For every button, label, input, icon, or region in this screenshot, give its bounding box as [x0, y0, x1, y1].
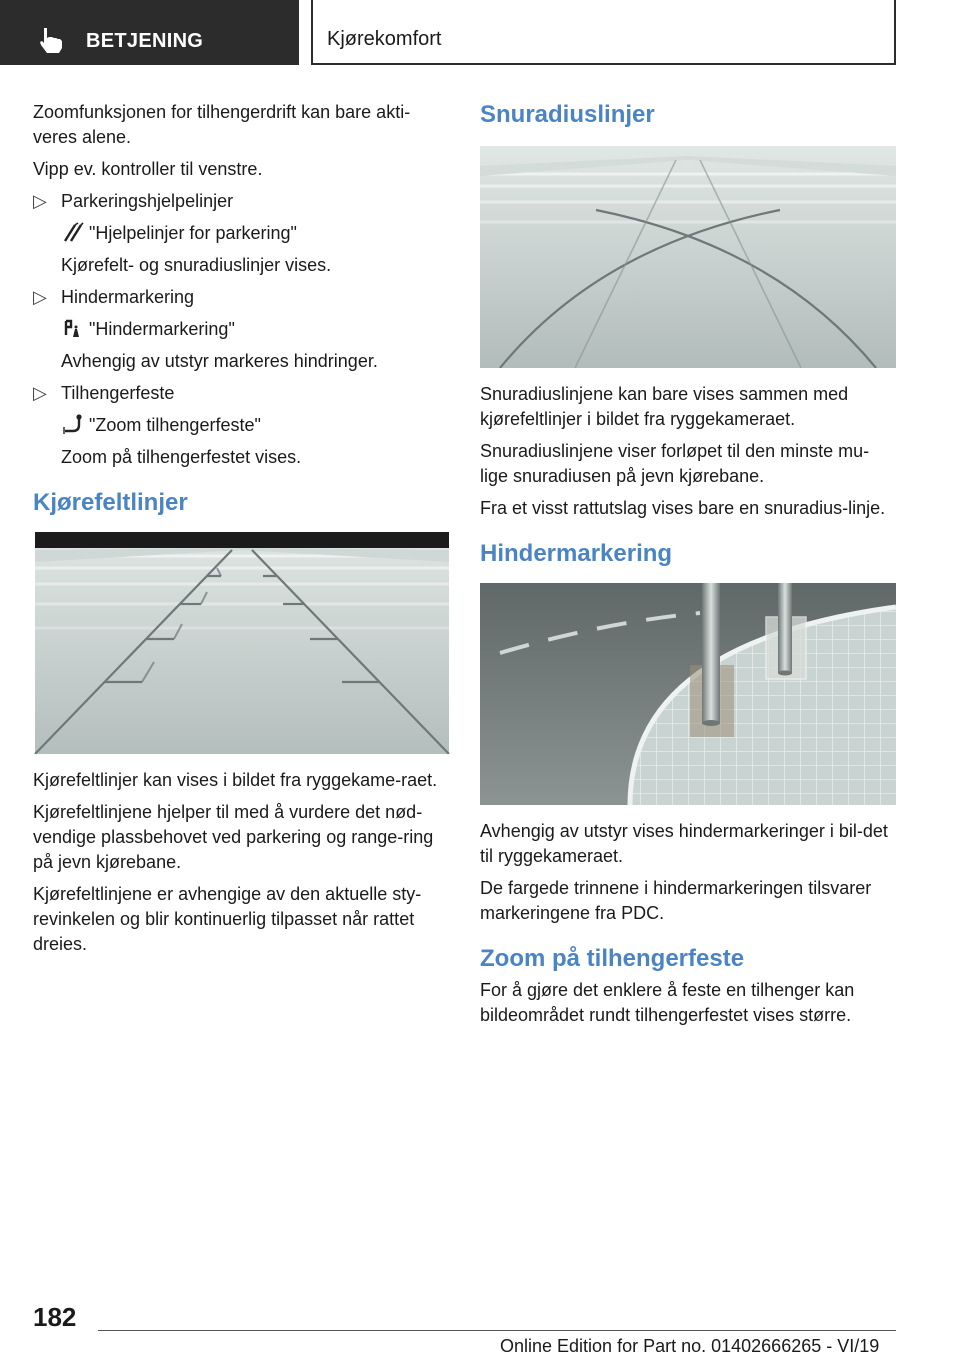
section-title: BETJENING: [86, 30, 204, 52]
body-paragraph: Snuradiuslinjene viser forløpet til den minste mu-lige snuradiusen på jevn kjørebane.: [480, 441, 870, 486]
body-paragraph: De fargede trinnene i hindermarkeringen tilsvarer markeringene fra PDC.: [480, 878, 872, 923]
obstacle-marking-image: [480, 583, 896, 805]
header-chapter-box: [311, 0, 896, 65]
section-heading: Kjørefeltlinjer: [33, 489, 188, 516]
body-paragraph: For å gjøre det enklere å feste en tilhenger kan bildeområdet rundt tilhengerfestet vises større.: [480, 980, 855, 1025]
turning-radius-image: [480, 146, 896, 368]
section-heading: Zoom på tilhengerfeste: [480, 945, 745, 972]
triangle-right-icon: ▷: [33, 287, 47, 307]
triangle-right-icon: ▷: [33, 383, 47, 403]
bullet-title: Hindermarkering: [61, 287, 195, 307]
bullet-title: Tilhengerfeste: [61, 383, 175, 403]
bullet-option: "Hindermarkering": [89, 319, 235, 339]
body-paragraph: Kjørefeltlinjene er avhengige av den aktuelle sty-revinkelen og blir kontinuerlig tilpasset når rattet dreies.: [33, 884, 422, 954]
bullet-option: "Hjelpelinjer for parkering": [89, 223, 297, 243]
bullet-option: "Zoom tilhengerfeste": [89, 415, 261, 435]
bullet-description: Avhengig av utstyr markeres hindringer.: [61, 351, 378, 371]
list-item: [33, 381, 451, 470]
body-paragraph: Fra et visst rattutslag vises bare en snuradius-linje.: [480, 498, 886, 518]
tow-hitch-icon: [61, 413, 85, 435]
right-column: [480, 100, 896, 1035]
bullet-description: Kjørefelt- og snuradiuslinjer vises.: [61, 255, 332, 275]
body-paragraph: Kjørefeltlinjer kan vises i bildet fra ryggekame-raet.: [33, 770, 438, 790]
body-paragraph: Snuradiuslinjene kan bare vises sammen med kjørefeltlinjer i bildet fra ryggekameraet.: [480, 384, 849, 429]
parking-lines-icon: [61, 221, 85, 243]
lane-lines-image: [33, 532, 451, 754]
list-item: [33, 285, 451, 374]
body-paragraph: Avhengig av utstyr vises hindermarkeringer i bil-det til ryggekameraet.: [480, 821, 888, 866]
bullet-title: Parkeringshjelpelinjer: [61, 191, 234, 211]
body-paragraph: Kjørefeltlinjene hjelper til med å vurdere det nød-vendige plassbehovet ved parkering og range-ring på jevn kjørebane.: [33, 802, 434, 872]
header-section-tab: [0, 0, 299, 65]
left-column: [33, 100, 451, 964]
obstacle-marker-icon: [61, 317, 85, 339]
intro-instruction: Vipp ev. kontroller til venstre.: [33, 159, 263, 179]
chapter-title: Kjørekomfort: [327, 28, 442, 50]
intro-paragraph: Zoomfunksjonen for tilhengerdrift kan bare akti-veres alene.: [33, 102, 411, 147]
section-heading: Snuradiuslinjer: [480, 101, 655, 128]
list-item: [33, 189, 451, 278]
triangle-right-icon: ▷: [33, 191, 47, 211]
bullet-description: Zoom på tilhengerfestet vises.: [61, 447, 302, 467]
page-number: 182: [33, 1302, 77, 1332]
edition-note: Online Edition for Part no. 01402666265 - VI/19: [500, 1336, 880, 1356]
section-heading: Hindermarkering: [480, 540, 673, 567]
hand-pointer-icon: [36, 26, 66, 54]
footer-divider: [98, 1330, 896, 1331]
